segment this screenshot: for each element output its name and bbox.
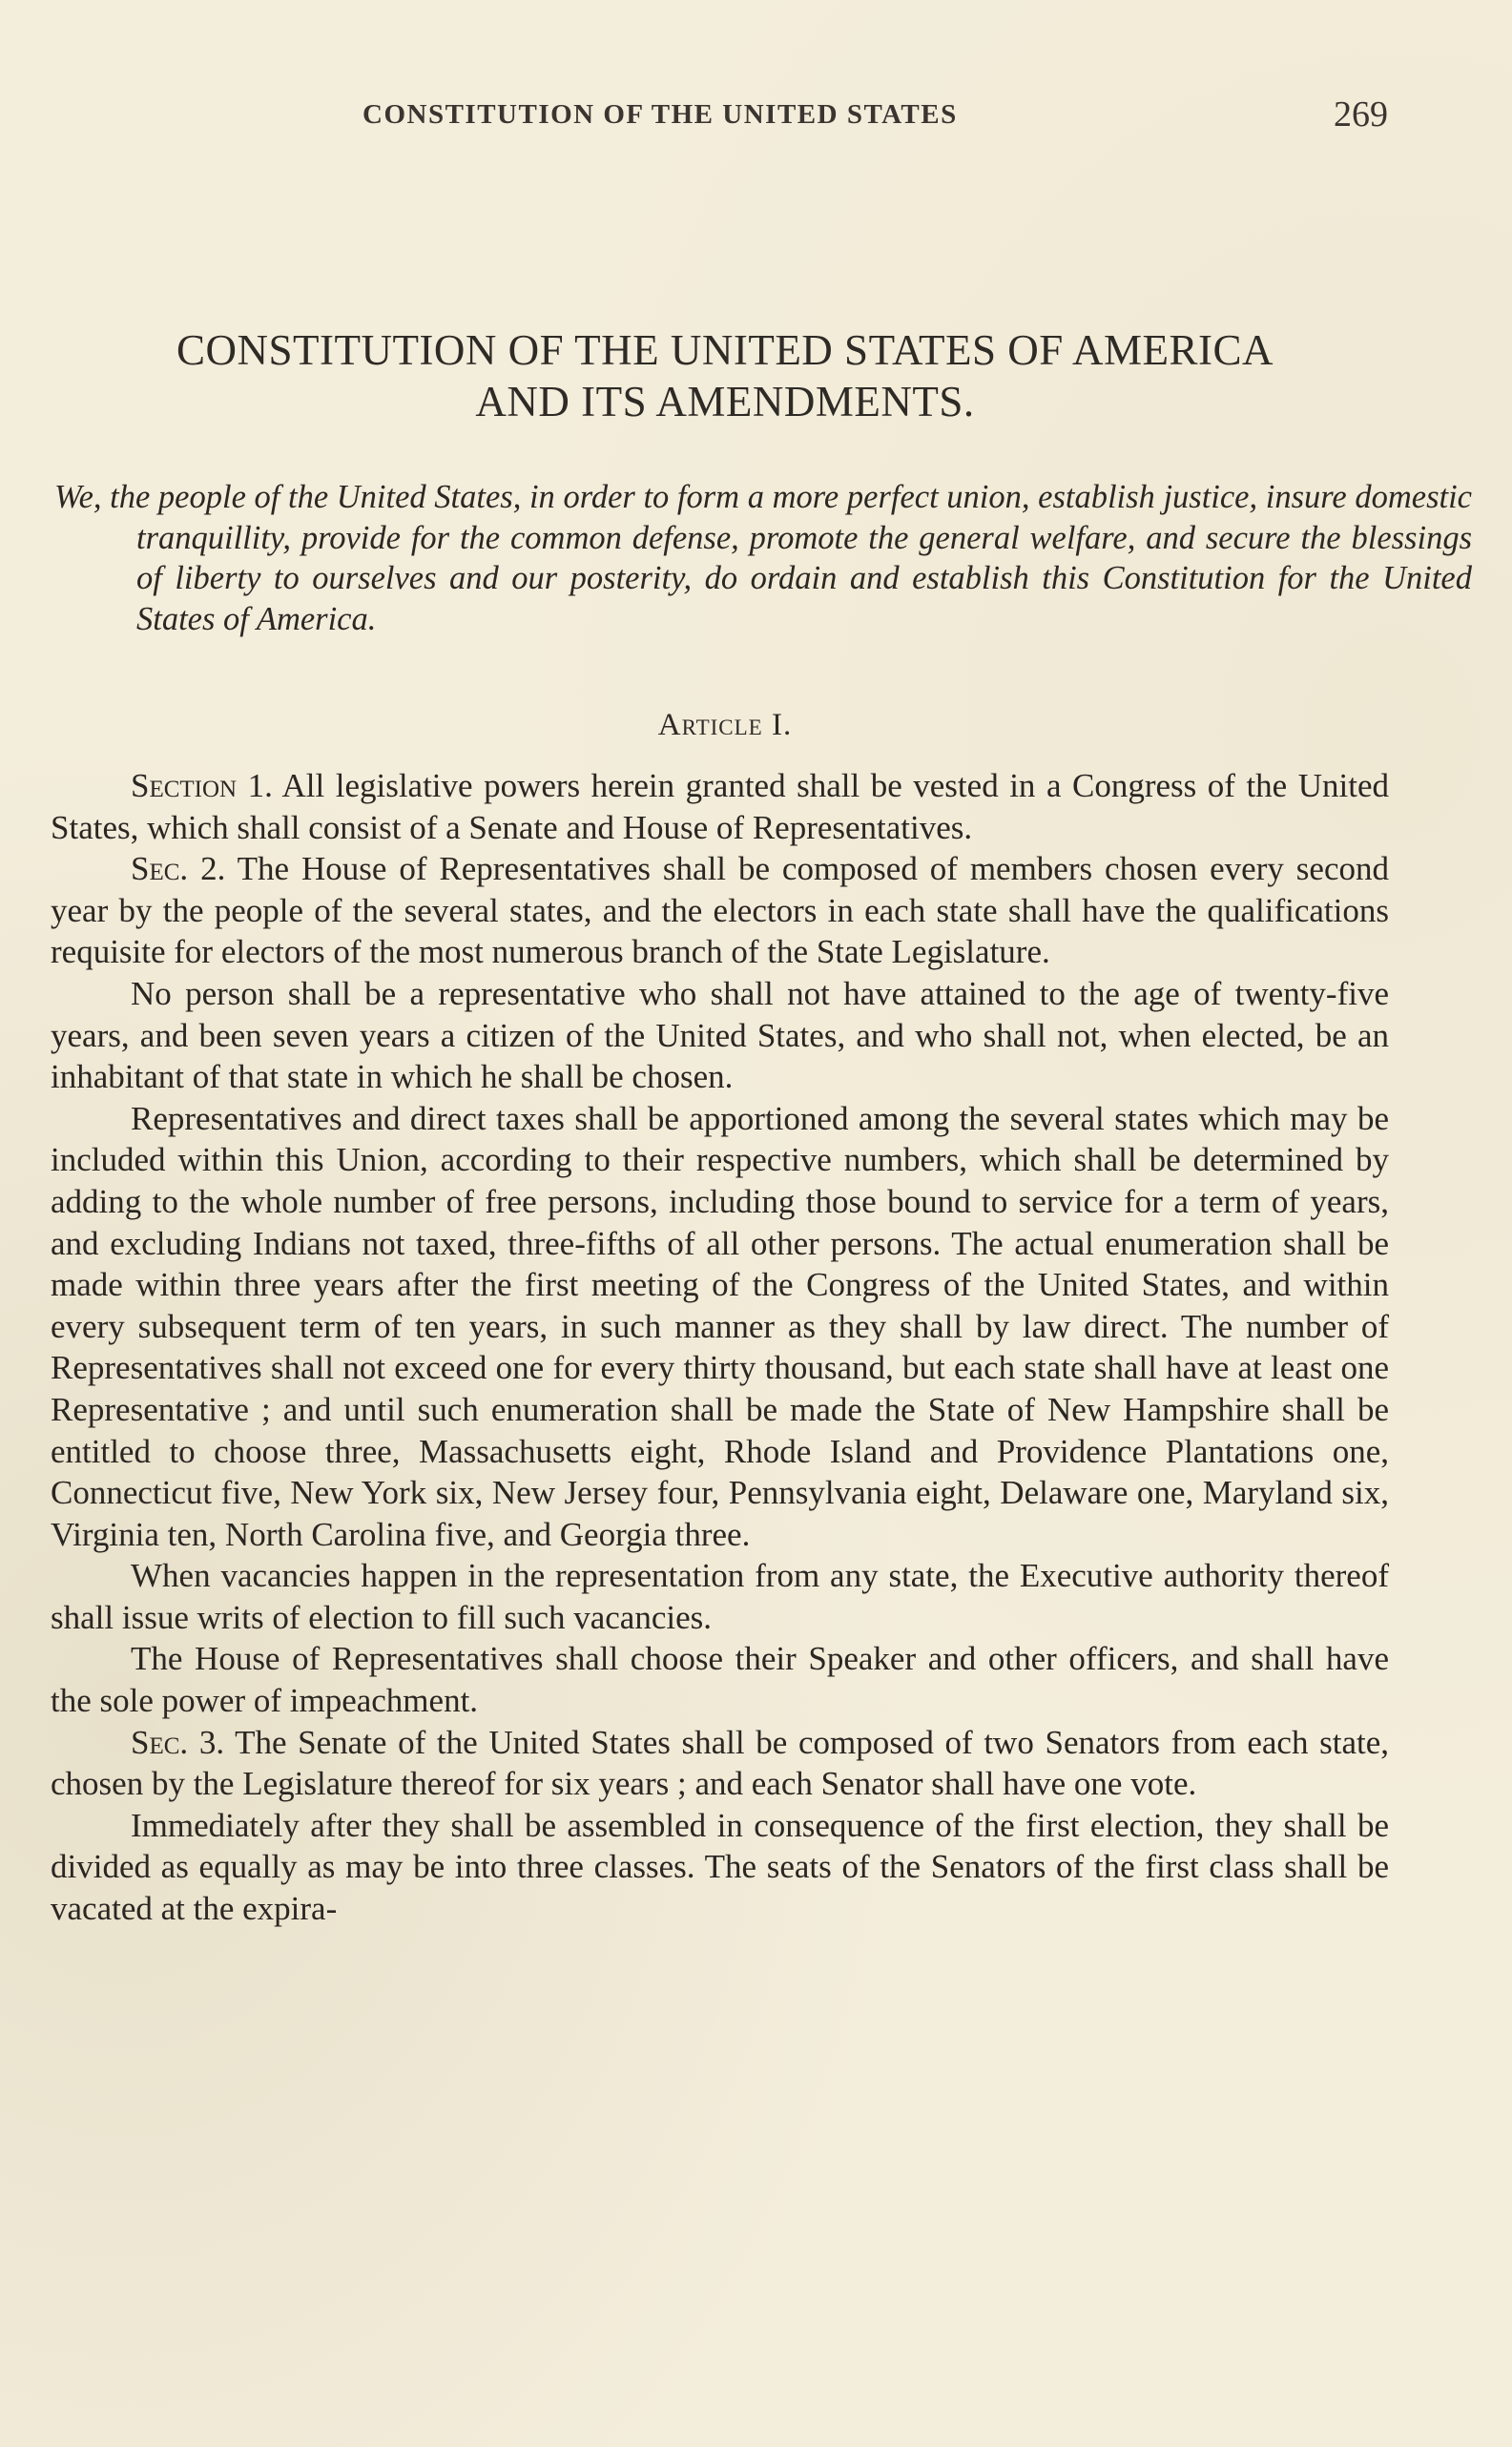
body-text xyxy=(51,765,1389,1930)
document-title xyxy=(57,324,1393,427)
paragraph xyxy=(51,1722,1389,1805)
paragraph xyxy=(51,973,1389,1098)
paragraph xyxy=(51,765,1389,848)
paragraph-text: The House of Representatives shall be composed of members chosen every second year by the people of the several states, and the electors in each state shall have the qualifications requisite for electors of the most numerous branch of the State Legislature. xyxy=(51,850,1389,971)
section-label: Sec. 2. xyxy=(131,850,226,888)
section-label: Sec. 3. xyxy=(131,1723,225,1761)
paragraph-text: The Senate of the United States shall be composed of two Senators from each state, chosen by the Legislature thereof for six years ; and each Senator shall have one vote. xyxy=(51,1723,1389,1803)
preamble: We, the people of the United States, in order to form a more perfect union, establish justice, insure domestic tranquillity, provide for the common defense, promote the general welfare, and secure the blessings of liberty to ourselves and our posterity, do ordain and establish this Constitution for the United States of America. xyxy=(54,479,1472,637)
paragraph xyxy=(51,1555,1389,1638)
title-line-1: CONSTITUTION OF THE UNITED STATES OF AMERICA xyxy=(176,326,1274,374)
paragraph-text: Immediately after they shall be assembled in consequence of the first election, they shall be divided as equally as may be into three classes. The seats of the Senators of the first class shall be vacated at the expira- xyxy=(51,1806,1389,1928)
running-head: CONSTITUTION OF THE UNITED STATES xyxy=(362,99,958,130)
paragraph-text: All legislative powers herein granted shall be vested in a Congress of the United States, which shall consist of a Senate and House of Representatives. xyxy=(51,767,1389,846)
section-label: Section 1. xyxy=(131,767,273,804)
paragraph xyxy=(51,1638,1389,1721)
paragraph-text: When vacancies happen in the representation from any state, the Executive authority thereof shall issue writs of election to fill such vacancies. xyxy=(51,1557,1389,1636)
paragraph xyxy=(51,848,1389,973)
page-number: 269 xyxy=(1334,94,1388,135)
paragraph-text: Representatives and direct taxes shall be apportioned among the several states which may be included within this Union, according to their respective numbers, which shall be determined by adding to the whole number of free persons, including those bound to service for a term of years, and excluding Indians not taxed, three-fifths of all other persons. The actual enumeration shall be made within three years after the first meeting of the Congress of the United States, and within every subsequent term of ten years, in such manner as they shall by law direct. The number of Representatives shall not exceed one for every thirty thousand, but each state shall have at least one Representative ; and until such enumeration shall be made the State of New Hampshire shall be entitled to choose three, Massachusetts eight, Rhode Island and Providence Plantations one, Connecticut five, New York six, New Jersey four, Pennsylvania eight, Delaware one, Maryland six, Virginia ten, North Carolina five, and Georgia three. xyxy=(51,1099,1389,1553)
paragraph xyxy=(51,1805,1389,1930)
title-line-2: AND ITS AMENDMENTS. xyxy=(475,378,975,425)
paragraph-text: The House of Representatives shall choose their Speaker and other officers, and shall have the sole power of impeachment. xyxy=(51,1640,1389,1720)
paragraph-text: No person shall be a representative who shall not have attained to the age of twenty-five years, and been seven years a citizen of the United States, and who shall not, when elected, be an inhabitant of that state in which he shall be chosen. xyxy=(51,974,1389,1096)
paragraph xyxy=(51,1098,1389,1556)
article-heading: Article I. xyxy=(657,708,793,742)
